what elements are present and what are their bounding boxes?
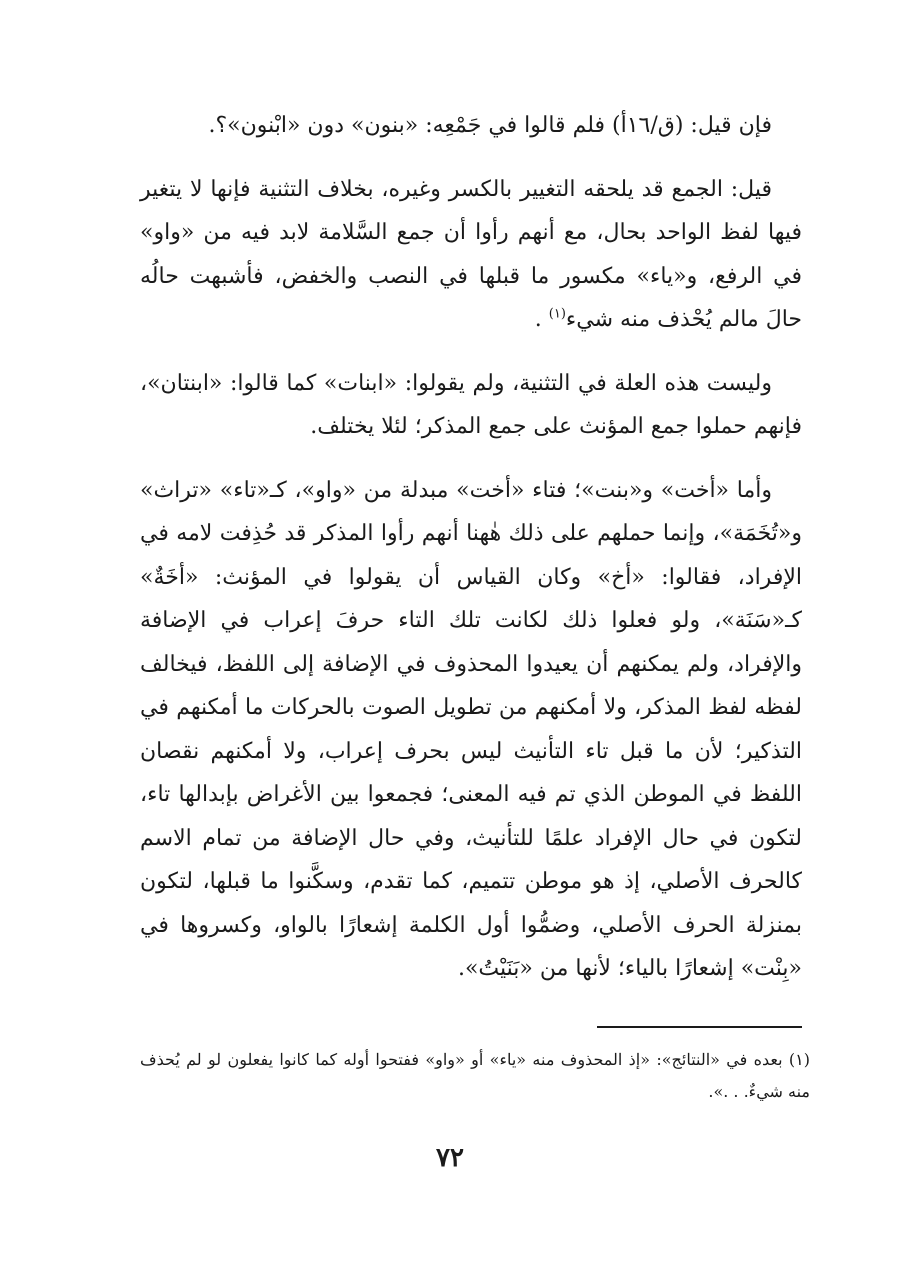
footnote-separator [597,1026,802,1028]
paragraph-answer-text: قيل: الجمع قد يلحقه التغيير بالكسر وغيره، بخلاف التثنية فإنها لا يتغير فيها لفظ الواحد بحال، مع أنهم رأوا أن جمع السَّلامة لابد فيه من «واو» في الرفع، و«ياء» مكسور ما قبلها في النصب والخفض، فأشبهت حالُه حالَ مالم يُحْذف منه شيء [140,176,802,332]
page-number: ٧٢ [436,1143,464,1173]
paragraph-answer [140,168,802,342]
paragraph-answer-end: . [534,307,542,332]
paragraph-dual: وليست هذه العلة في التثنية، ولم يقولوا: «ابنات» كما قالوا: «ابنتان»، فإنهم حملوا جمع المؤنث على جمع المذكر؛ لئلا يختلف. [140,370,802,439]
page-body [140,104,802,991]
paragraph-question: فإن قيل: (ق/١٦أ) فلم قالوا في جَمْعِه: «بنون» دون «ابْنون»؟. [208,113,772,138]
paragraph-ukht-bint: وأما «أخت» و«بنت»؛ فتاء «أخت» مبدلة من «واو»، كـ«تاء» «تراث» و«تُخَمَة»، وإنما حملهم على ذلك هٰهنا أنهم رأوا المذكر قد حُذِفت لامه في الإفراد، فقالوا: «أخ» وكان القياس أن يقولوا في المؤنث: «أخَةٌ» كـ«سَنَة»، ولو فعلوا ذلك لكانت تلك التاء حرفَ إعراب في الإضافة والإفراد، ولم يمكنهم أن يعيدوا المحذوف في الإضافة إلى اللفظ، فيخالف لفظه لفظ المذكر، ولا أمكنهم من تطويل الصوت بالحركات ما أمكنهم في التذكير؛ لأن ما قبل تاء التأنيث ليس بحرف إعراب، ولا أمكنهم نقصان اللفظ في الموطن الذي تم فيه المعنى؛ فجمعوا بين الأغراض بإبدالها تاء، لتكون في حال الإفراد علمًا للتأنيث، وفي حال الإضافة من تمام الاسم كالحرف الأصلي، إذ هو موطن تتميم، كما تقدم، وسكَّنوا ما قبلها، لتكون بمنزلة الحرف الأصلي، وضمُّوا أول الكلمة إشعارًا بالواو، وكسروها في «بِنْت» إشعارًا بالياء؛ لأنها من «بَنَيْتُ». [140,477,802,981]
footnote-1: (١) بعده في «النتائج»: «إذ المحذوف منه «ياء» أو «واو» ففتحوا أوله كما كانوا يفعلون لو لم يُحذف منه شيءٌ. . .». [140,1050,810,1101]
footnote-reference[interactable]: (١) [548,306,566,322]
footnotes [140,1044,810,1108]
